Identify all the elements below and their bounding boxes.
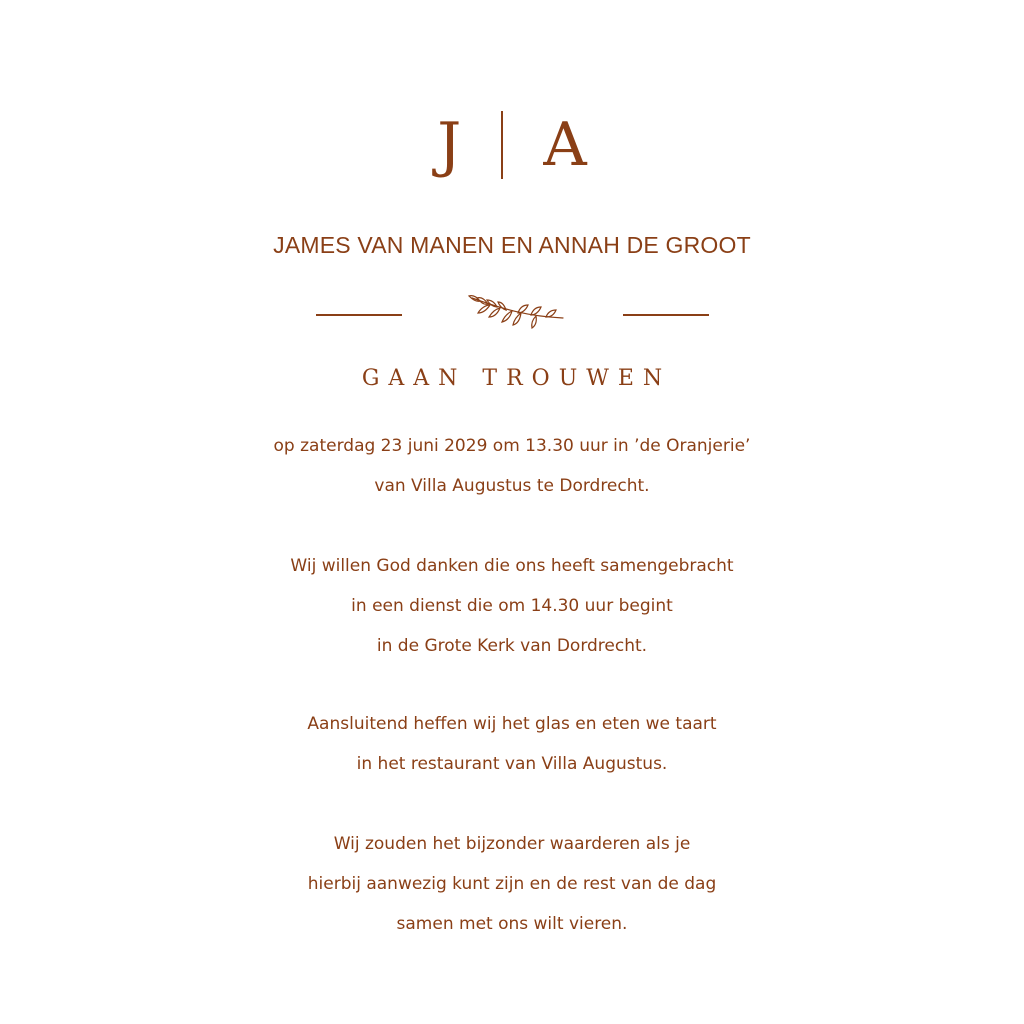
monogram-initial-right: A <box>543 110 587 180</box>
couple-names: JAMES VAN MANEN EN ANNAH DE GROOT <box>273 232 751 258</box>
paragraph-reception <box>0 704 1024 784</box>
text-line: Wij willen God danken die ons heeft samengebracht <box>290 556 734 576</box>
monogram-initial-left: J <box>437 110 462 180</box>
text-line: van Villa Augustus te Dordrecht. <box>374 476 650 496</box>
ornament-line-left <box>316 314 402 316</box>
paragraph-ceremony <box>0 426 1024 506</box>
text-line: in de Grote Kerk van Dordrecht. <box>376 636 648 656</box>
ornament-divider <box>0 288 1024 332</box>
text-line: in een dienst die om 14.30 uur begint <box>351 596 673 616</box>
text-line: samen met ons wilt vieren. <box>396 914 628 934</box>
text-line: Wij zouden het bijzonder waarderen als je <box>333 834 691 854</box>
monogram-divider <box>501 111 503 179</box>
paragraph-church-service <box>0 546 1024 666</box>
text-line: hierbij aanwezig kunt zijn en de rest van de dag <box>307 874 717 894</box>
text-line: op zaterdag 23 juni 2029 om 13.30 uur in ’de Oranjerie’ <box>273 436 751 456</box>
text-line: in het restaurant van Villa Augustus. <box>356 754 668 774</box>
monogram <box>0 104 1024 186</box>
text-line: Aansluitend heffen wij het glas en eten we taart <box>307 714 717 734</box>
ornament-line-right <box>623 314 709 316</box>
leaf-branch-icon <box>466 292 566 332</box>
paragraph-closing <box>0 824 1024 944</box>
announcement-heading: GAAN TROUWEN <box>361 366 672 391</box>
